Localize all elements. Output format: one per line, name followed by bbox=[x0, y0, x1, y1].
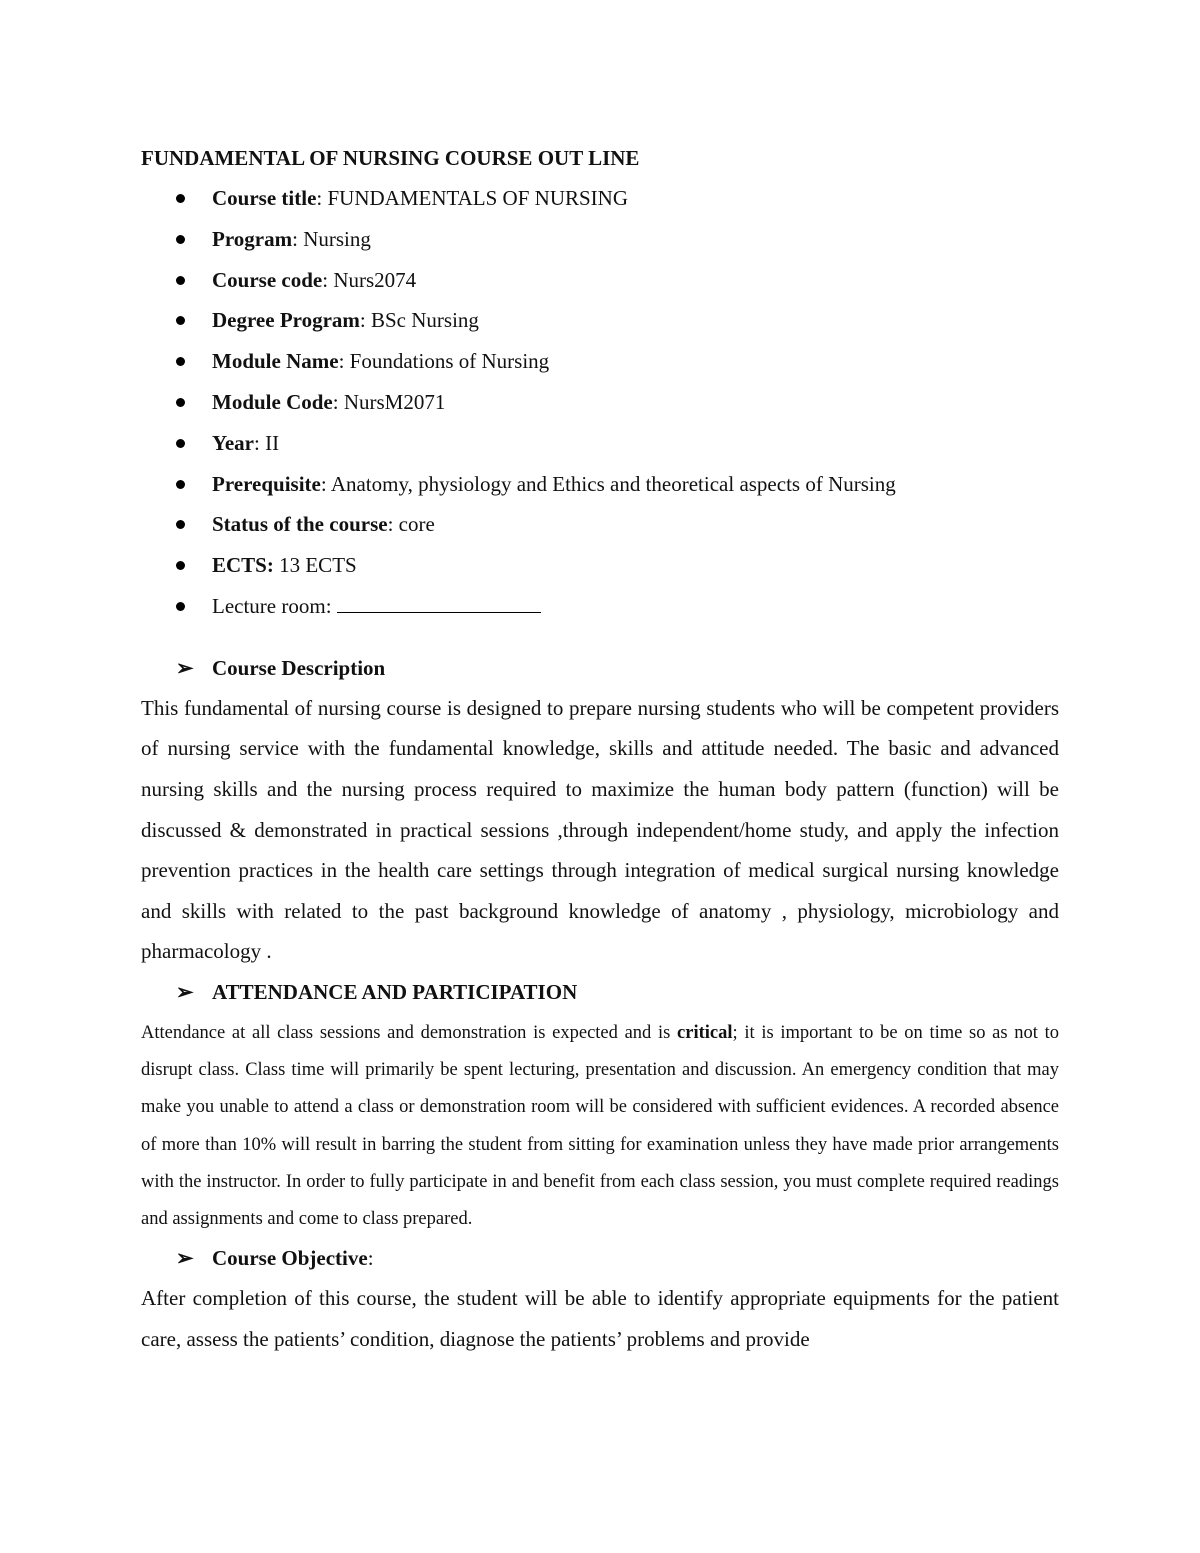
meta-item-degree-program: Degree Program: BSc Nursing bbox=[141, 300, 1059, 341]
meta-item-lecture-room: Lecture room: bbox=[141, 586, 1059, 627]
meta-item-course-code: Course code: Nurs2074 bbox=[141, 260, 1059, 301]
bullet-icon bbox=[176, 276, 185, 285]
meta-item-program: Program: Nursing bbox=[141, 219, 1059, 260]
attendance-body: Attendance at all class sessions and demonstration is expected and is critical; it is important to be on time so as not to disrupt class. Class time will primarily be spent lecturing, presentation and discussion. An emergency condition that may make you unable to attend a class or demonstration room will be considered with sufficient evidences. A recorded absence of more than 10% will result in barring the student from sitting for examination unless they have made prior arrangements with the instructor. In order to fully participate in and benefit from each class session, you must complete required readings and assignments and come to class prepared. bbox=[141, 1022, 1059, 1229]
meta-item-prerequisite: Prerequisite: Anatomy, physiology and Ethics and theoretical aspects of Nursing bbox=[141, 464, 1059, 505]
arrowhead-bullet-icon: ➢ bbox=[176, 1246, 194, 1271]
emphasis-critical: critical bbox=[677, 1022, 733, 1043]
meta-item-ects: ECTS: 13 ECTS bbox=[141, 545, 1059, 586]
bullet-icon bbox=[176, 520, 185, 529]
bullet-icon bbox=[176, 235, 185, 244]
bullet-icon bbox=[176, 439, 185, 448]
course-description-body: This fundamental of nursing course is designed to prepare nursing students who will be competent providers of nursing service with the fundamental knowledge, skills and attitude needed. The basic and advanced nursing skills and the nursing process required to maximize the human body pattern (function) will be discussed & demonstrated in practical sessions ,through independent/home study, and apply the infection prevention practices in the health care settings through integration of medical surgical nursing knowledge and skills with related to the past background knowledge of anatomy , physiology, microbiology and pharmacology . bbox=[141, 695, 1059, 964]
lecture-room-blank-line bbox=[337, 594, 541, 613]
meta-item-status: Status of the course: core bbox=[141, 504, 1059, 545]
meta-item-module-code: Module Code: NursM2071 bbox=[141, 382, 1059, 423]
arrowhead-bullet-icon: ➢ bbox=[176, 979, 194, 1004]
document-page bbox=[141, 138, 1059, 1359]
arrowhead-bullet-icon: ➢ bbox=[176, 655, 194, 680]
meta-item-year: Year: II bbox=[141, 423, 1059, 464]
meta-item-course-title: Course title: FUNDAMENTALS OF NURSING bbox=[141, 178, 1059, 219]
bullet-icon bbox=[176, 561, 185, 570]
bullet-icon bbox=[176, 602, 185, 611]
attendance-heading: ➢ ATTENDANCE AND PARTICIPATION bbox=[141, 972, 1059, 1012]
course-description-heading: ➢ Course Description bbox=[141, 648, 1059, 688]
document-title: FUNDAMENTAL OF NURSING COURSE OUT LINE bbox=[141, 146, 640, 170]
meta-item-module-name: Module Name: Foundations of Nursing bbox=[141, 341, 1059, 382]
bullet-icon bbox=[176, 194, 185, 203]
course-objective-body: After completion of this course, the student will be able to identify appropriate equipments for the patient care, assess the patients’ condition, diagnose the patients’ problems and provide bbox=[141, 1286, 1059, 1351]
bullet-icon bbox=[176, 398, 185, 407]
bullet-icon bbox=[176, 357, 185, 366]
bullet-icon bbox=[176, 480, 185, 489]
course-meta-list bbox=[141, 178, 1059, 627]
bullet-icon bbox=[176, 316, 185, 325]
course-objective-heading: ➢ Course Objective: bbox=[141, 1238, 1059, 1278]
